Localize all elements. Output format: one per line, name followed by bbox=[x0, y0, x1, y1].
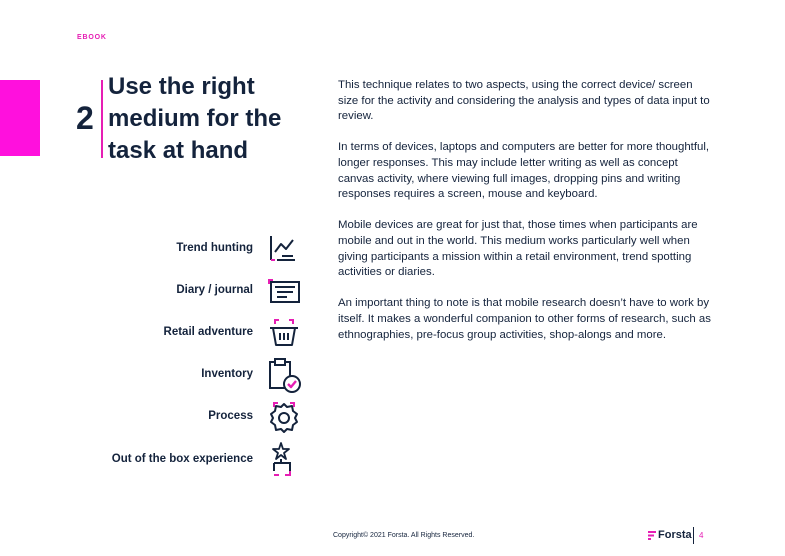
paragraph: An important thing to note is that mobile research doesn’t have to work by itself. It makes a wonderful companion to other forms of research, such as ethnographies, pre-focus group activities, shop-alongs and more. bbox=[338, 297, 711, 341]
body-text bbox=[338, 78, 713, 359]
use-case-item bbox=[60, 270, 310, 310]
use-case-label: Trend hunting bbox=[176, 242, 253, 254]
brand-name: Forsta bbox=[658, 529, 692, 541]
accent-block bbox=[0, 80, 40, 156]
page-number: 4 bbox=[699, 531, 704, 540]
title-line: medium for the bbox=[108, 105, 282, 132]
ebook-tag: EBOOK bbox=[77, 34, 107, 41]
paragraph: This technique relates to two aspects, using the correct device/ screen size for the activity and considering the analysis and types of data input to review. bbox=[338, 79, 710, 123]
brand-logo bbox=[648, 529, 692, 541]
use-case-label: Inventory bbox=[201, 368, 253, 380]
trend-chart-icon bbox=[265, 230, 303, 268]
footer-divider bbox=[693, 527, 694, 544]
section-number: 2 bbox=[76, 100, 94, 136]
journal-card-icon bbox=[265, 272, 303, 310]
forsta-logo-mark-icon bbox=[648, 531, 656, 540]
title-line: task at hand bbox=[108, 137, 249, 164]
paragraph: In terms of devices, laptops and computers are better for more thoughtful, longer responses. This may include letter writing as well as concept canvas activity, where viewing full images, dropping pins and writing responses requires a screen, mouse and keyboard. bbox=[338, 141, 710, 201]
gear-icon bbox=[265, 398, 303, 436]
clipboard-check-icon bbox=[265, 356, 303, 394]
shopping-basket-icon bbox=[265, 314, 303, 352]
use-case-label: Out of the box experience bbox=[111, 453, 253, 465]
star-box-icon bbox=[265, 441, 303, 479]
title-line: Use the right bbox=[108, 73, 255, 100]
use-case-item bbox=[60, 354, 310, 394]
footer-copyright: Copyright© 2021 Forsta. All Rights Reserved. bbox=[333, 532, 475, 539]
title-rule bbox=[101, 80, 103, 158]
use-case-label: Retail adventure bbox=[163, 326, 253, 338]
use-case-label: Process bbox=[208, 410, 253, 422]
paragraph: Mobile devices are great for just that, those times when participants are mobile and out in the world. This medium works particularly well when giving participants a mission within a retail environment, trend spotting activities or diaries. bbox=[338, 219, 698, 279]
use-case-item bbox=[60, 396, 310, 436]
use-case-label: Diary / journal bbox=[176, 284, 253, 296]
use-case-item bbox=[60, 312, 310, 352]
use-case-item bbox=[60, 228, 310, 268]
page-title bbox=[108, 71, 328, 167]
use-case-item bbox=[60, 439, 310, 479]
